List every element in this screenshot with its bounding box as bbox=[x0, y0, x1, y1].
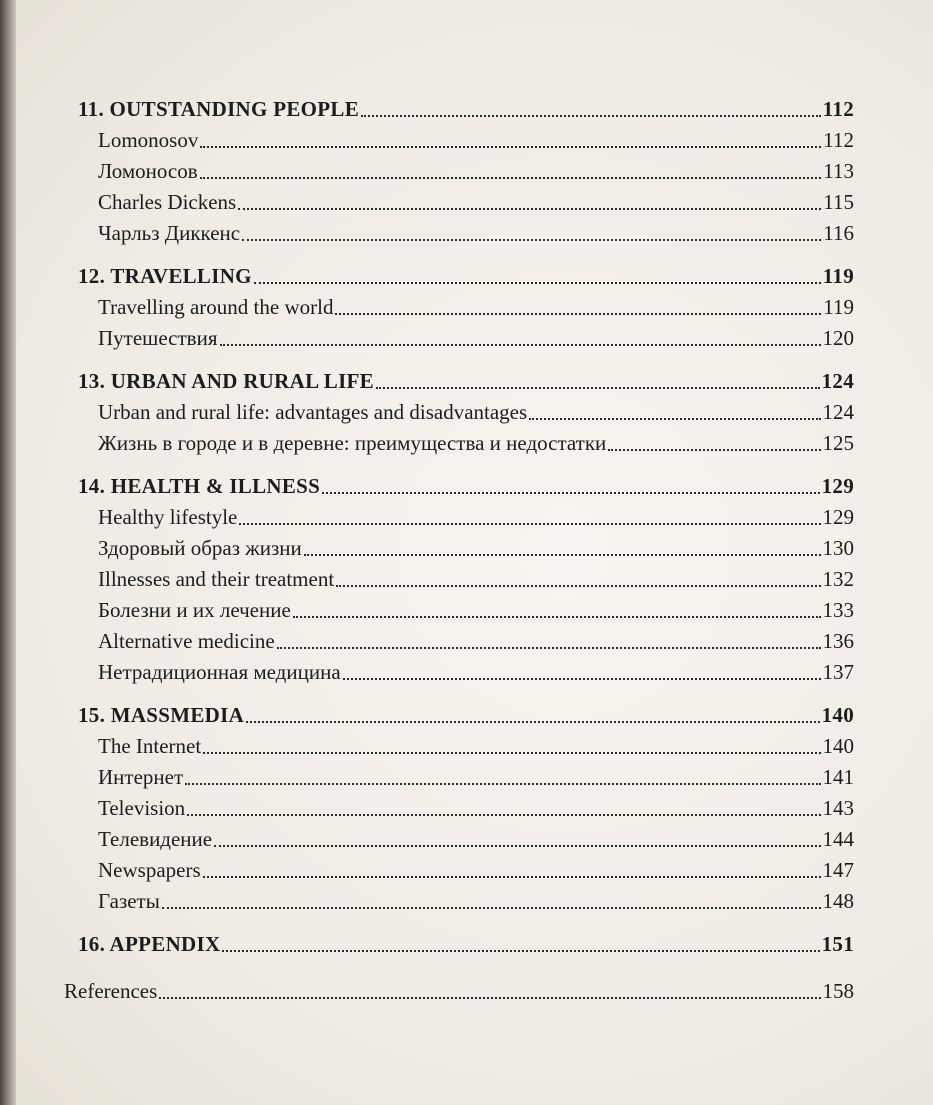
toc-entry bbox=[64, 626, 854, 657]
toc-entry-title: Интернет bbox=[98, 765, 184, 789]
toc-entry-title: Нетрадиционная медицина bbox=[98, 660, 341, 684]
toc-entry bbox=[64, 323, 854, 354]
toc-entry bbox=[64, 218, 854, 249]
toc-entry-title: Lomonosov bbox=[98, 128, 199, 152]
toc-entry bbox=[64, 125, 854, 156]
dot-leader bbox=[529, 418, 820, 420]
toc-page-number: 130 bbox=[822, 536, 854, 560]
toc-entry bbox=[64, 793, 854, 824]
dot-leader bbox=[203, 876, 821, 878]
toc-page-number: 158 bbox=[822, 979, 854, 1003]
toc-entry-title: Urban and rural life: advantages and disadvantages bbox=[98, 400, 528, 424]
dot-leader bbox=[608, 449, 820, 451]
toc-page-number: 129 bbox=[822, 505, 854, 529]
toc-entry bbox=[64, 762, 854, 793]
table-of-contents bbox=[64, 94, 854, 1007]
dot-leader bbox=[220, 344, 821, 346]
toc-page-number: 112 bbox=[822, 97, 854, 121]
dot-leader bbox=[254, 282, 821, 284]
dot-leader bbox=[203, 752, 820, 754]
dot-leader bbox=[162, 907, 821, 909]
toc-entry-title: 14. HEALTH & ILLNESS bbox=[78, 474, 321, 498]
toc-entry-title: Чарльз Диккенс bbox=[98, 221, 241, 245]
toc-entry-title: Здоровый образ жизни bbox=[98, 536, 302, 560]
toc-page-number: 136 bbox=[822, 629, 854, 653]
toc-entry-title: 11. OUTSTANDING PEOPLE bbox=[78, 97, 360, 121]
dot-leader bbox=[200, 177, 822, 179]
dot-leader bbox=[322, 492, 819, 494]
toc-page-number: 129 bbox=[821, 474, 854, 498]
toc-page-number: 119 bbox=[823, 295, 854, 319]
toc-entry-title: Газеты bbox=[98, 889, 160, 913]
section-spacer bbox=[64, 459, 854, 471]
dot-leader bbox=[185, 783, 820, 785]
toc-entry bbox=[64, 731, 854, 762]
dot-leader bbox=[376, 387, 820, 389]
toc-entry-title: Healthy lifestyle bbox=[98, 505, 238, 529]
dot-leader bbox=[361, 115, 821, 117]
toc-chapter bbox=[64, 700, 854, 731]
toc-entry-title: 12. TRAVELLING bbox=[78, 264, 252, 288]
dot-leader bbox=[200, 146, 821, 148]
toc-entry-title: Жизнь в городе и в деревне: преимущества и недостатки bbox=[98, 431, 607, 455]
toc-entry bbox=[64, 428, 854, 459]
toc-entry-title: Illnesses and their treatment bbox=[98, 567, 335, 591]
toc-page-number: 124 bbox=[822, 400, 854, 424]
toc-entry bbox=[64, 886, 854, 917]
toc-entry-title: 13. URBAN AND RURAL LIFE bbox=[78, 369, 374, 393]
dot-leader bbox=[214, 845, 820, 847]
toc-page-number: 141 bbox=[822, 765, 854, 789]
toc-page-number: 143 bbox=[822, 796, 854, 820]
dot-leader bbox=[304, 554, 821, 556]
dot-leader bbox=[187, 814, 820, 816]
toc-entry bbox=[64, 595, 854, 626]
toc-page-number: 124 bbox=[821, 369, 854, 393]
toc-entry-title: Болезни и их лечение bbox=[98, 598, 291, 622]
toc-entry-title: Ломоносов bbox=[98, 159, 198, 183]
toc-page-number: 125 bbox=[822, 431, 854, 455]
toc-page-number: 113 bbox=[823, 159, 854, 183]
toc-entry bbox=[64, 824, 854, 855]
toc-page-number: 148 bbox=[822, 889, 854, 913]
toc-page-number: 151 bbox=[821, 932, 854, 956]
toc-page-number: 137 bbox=[822, 660, 854, 684]
toc-page-number: 112 bbox=[823, 128, 854, 152]
dot-leader bbox=[238, 208, 821, 210]
book-spine bbox=[0, 0, 16, 1105]
toc-entry-title: 16. APPENDIX bbox=[78, 932, 221, 956]
toc-entry bbox=[64, 564, 854, 595]
toc-page-number: 120 bbox=[822, 326, 854, 350]
toc-entry bbox=[64, 855, 854, 886]
toc-entry bbox=[64, 533, 854, 564]
toc-page-number: 140 bbox=[822, 734, 854, 758]
section-spacer bbox=[64, 917, 854, 929]
toc-chapter bbox=[64, 929, 854, 960]
toc-entry-title: 15. MASSMEDIA bbox=[78, 703, 245, 727]
toc-entry bbox=[64, 397, 854, 428]
toc-references bbox=[64, 976, 854, 1007]
toc-entry-title: Путешествия bbox=[98, 326, 218, 350]
toc-entry-title: Newspapers bbox=[98, 858, 201, 882]
dot-leader bbox=[277, 647, 821, 649]
toc-page-number: 116 bbox=[823, 221, 854, 245]
toc-chapter bbox=[64, 366, 854, 397]
toc-entry-title: Charles Dickens bbox=[98, 190, 237, 214]
toc-chapter bbox=[64, 471, 854, 502]
dot-leader bbox=[343, 678, 821, 680]
toc-entry bbox=[64, 187, 854, 218]
dot-leader bbox=[293, 616, 821, 618]
dot-leader bbox=[222, 950, 819, 952]
toc-entry bbox=[64, 657, 854, 688]
toc-page-number: 133 bbox=[822, 598, 854, 622]
toc-entry bbox=[64, 292, 854, 323]
toc-entry-title: Alternative medicine bbox=[98, 629, 275, 653]
dot-leader bbox=[335, 313, 821, 315]
toc-entry bbox=[64, 156, 854, 187]
toc-page-number: 147 bbox=[822, 858, 854, 882]
toc-chapter bbox=[64, 261, 854, 292]
dot-leader bbox=[239, 523, 820, 525]
toc-page-number: 144 bbox=[822, 827, 854, 851]
section-spacer bbox=[64, 354, 854, 366]
toc-page-number: 132 bbox=[822, 567, 854, 591]
toc-entry-title: Television bbox=[98, 796, 186, 820]
dot-leader bbox=[246, 721, 820, 723]
toc-page-number: 119 bbox=[822, 264, 854, 288]
dot-leader bbox=[336, 585, 820, 587]
dot-leader bbox=[242, 239, 821, 241]
section-spacer bbox=[64, 249, 854, 261]
dot-leader bbox=[159, 997, 820, 999]
toc-entry-title: Телевидение bbox=[98, 827, 213, 851]
toc-entry-title: References bbox=[64, 979, 158, 1003]
section-spacer bbox=[64, 688, 854, 700]
toc-entry bbox=[64, 502, 854, 533]
section-spacer bbox=[64, 960, 854, 976]
toc-chapter bbox=[64, 94, 854, 125]
toc-page-number: 115 bbox=[823, 190, 854, 214]
toc-entry-title: Travelling around the world bbox=[98, 295, 334, 319]
book-page bbox=[16, 0, 933, 1105]
toc-page-number: 140 bbox=[821, 703, 854, 727]
toc-entry-title: The Internet bbox=[98, 734, 202, 758]
